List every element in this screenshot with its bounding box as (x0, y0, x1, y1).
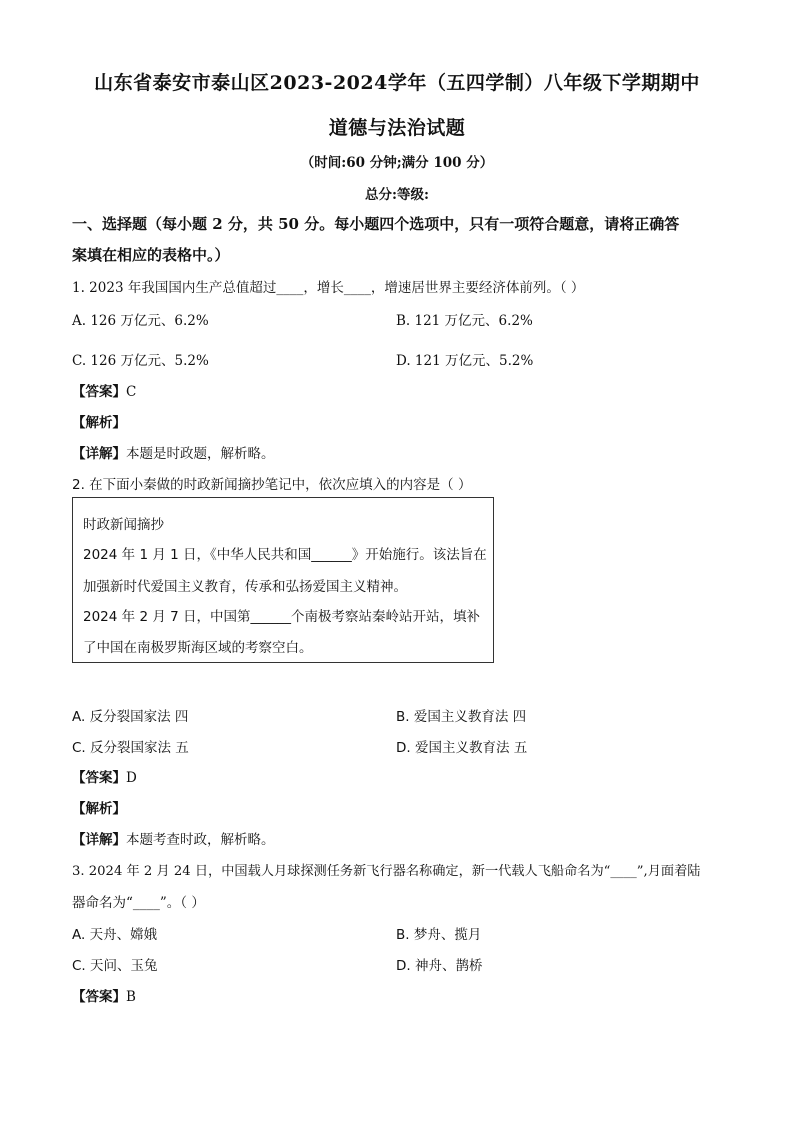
q2-option-a: A. 反分裂国家法 四 (72, 709, 189, 725)
q1-detail-text: 本题是时政题，解析略。 (126, 446, 275, 462)
q2-detail-text: 本题考查时政，解析略。 (126, 832, 275, 848)
q2-box-line4: 了中国在南极罗斯海区域的考察空白。 (83, 640, 313, 656)
section-heading-line1: 一、选择题（每小题 2 分，共 50 分。每小题四个选项中，只有一项符合题意，请将正确答 (72, 215, 680, 233)
q2-analysis-label: 【解析】 (72, 801, 126, 817)
q1-answer-value: C (126, 384, 137, 400)
q3-answer (72, 985, 136, 1005)
q2-answer-value: D (126, 770, 137, 786)
exam-title-line1: 山东省泰安市泰山区2023-2024学年（五四学制）八年级下学期期中 (94, 72, 700, 94)
section-heading-line2: 案填在相应的表格中。） (72, 246, 230, 264)
q1-option-a: A. 126 万亿元、6.2% (72, 313, 209, 329)
exam-score-info: 总分:等级: (365, 187, 429, 203)
q2-detail-label: 【详解】 (72, 832, 126, 848)
q2-answer (72, 766, 137, 786)
q3-stem-line1: 3. 2024 年 2 月 24 日，中国载人月球探测任务新飞行器名称确定，新一代载人飞船命名为“____”,月面着陆 (72, 864, 701, 879)
q1-option-c: C. 126 万亿元、5.2% (72, 353, 209, 369)
q2-option-b: B. 爱国主义教育法 四 (396, 709, 527, 725)
q3-option-d: D. 神舟、鹊桥 (396, 958, 483, 974)
q2-option-c: C. 反分裂国家法 五 (72, 740, 189, 756)
q2-stem: 2. 在下面小秦做的时政新闻摘抄笔记中，依次应填入的内容是（ ） (72, 477, 472, 493)
q1-stem: 1. 2023 年我国国内生产总值超过____，增长____，增速居世界主要经济体前列。（ ） (72, 280, 585, 296)
exam-title-line2: 道德与法治试题 (328, 117, 466, 139)
q2-news-box (72, 497, 494, 663)
q2-box-line3: 2024 年 2 月 7 日，中国第______个南极考察站秦岭站开站，填补 (83, 609, 480, 625)
q3-answer-label: 【答案】 (72, 989, 126, 1005)
q1-option-b: B. 121 万亿元、6.2% (396, 313, 533, 329)
q3-answer-value: B (126, 989, 136, 1005)
q2-detail (72, 828, 275, 848)
q3-option-a: A. 天舟、嫦娥 (72, 927, 158, 943)
q1-detail (72, 442, 275, 462)
exam-time-info: （时间:60 分钟;满分 100 分） (300, 155, 494, 171)
q3-option-c: C. 天问、玉兔 (72, 958, 158, 974)
q1-analysis-label: 【解析】 (72, 415, 126, 431)
q1-answer (72, 380, 136, 400)
q2-box-title: 时政新闻摘抄 (83, 517, 164, 533)
q3-stem-line2: 器命名为“____”。（ ） (72, 895, 205, 911)
q1-option-d: D. 121 万亿元、5.2% (396, 353, 534, 369)
q1-detail-label: 【详解】 (72, 446, 126, 462)
q3-option-b: B. 梦舟、揽月 (396, 927, 482, 943)
q2-box-line1: 2024 年 1 月 1 日，《中华人民共和国______》开始施行。该法旨在 (83, 547, 487, 563)
q1-answer-label: 【答案】 (72, 384, 126, 400)
q2-answer-label: 【答案】 (72, 770, 126, 786)
q2-option-d: D. 爱国主义教育法 五 (396, 740, 528, 756)
q2-box-line2: 加强新时代爱国主义教育，传承和弘扬爱国主义精神。 (83, 579, 407, 595)
